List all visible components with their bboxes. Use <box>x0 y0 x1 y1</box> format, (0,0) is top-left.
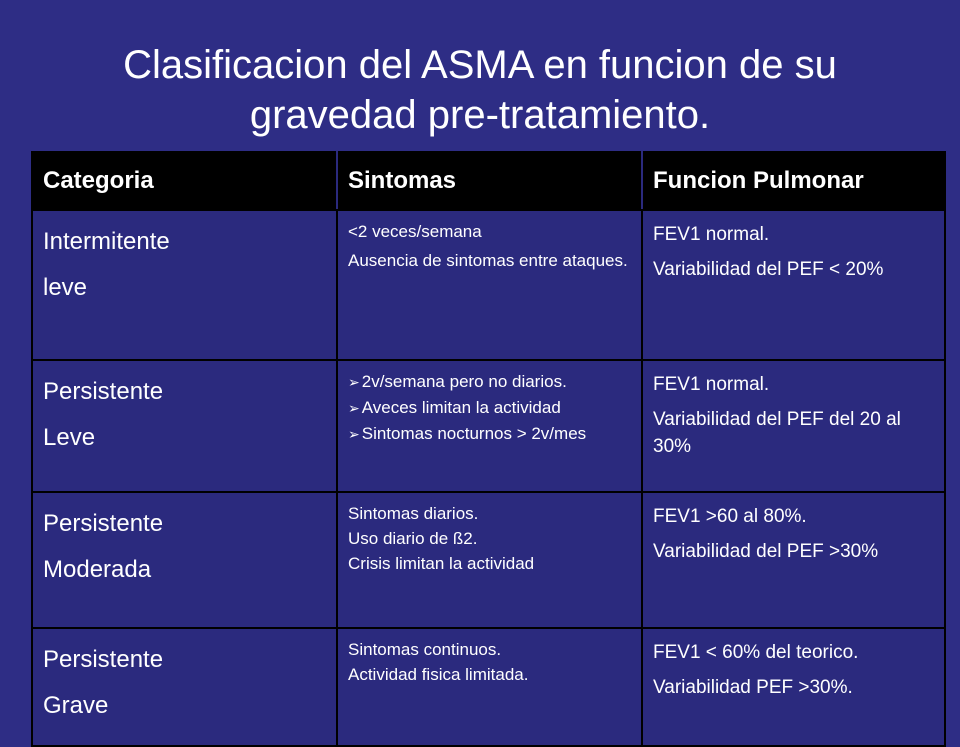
table-row <box>32 628 945 746</box>
categoria-cell <box>32 492 337 628</box>
funcion-item: Variabilidad del PEF del 20 al 30% <box>653 409 901 457</box>
header-sintomas: Sintomas <box>337 152 642 210</box>
arrow-bullet-icon: ➢ <box>348 400 360 416</box>
categoria-line: Grave <box>43 692 109 719</box>
funcion-cell <box>642 628 945 746</box>
slide-title-line-1: Clasificacion del ASMA en funcion de su <box>123 43 837 87</box>
sintomas-cell <box>337 492 642 628</box>
categoria-line: Moderada <box>43 556 152 583</box>
funcion-item: FEV1 >60 al 80%. <box>653 506 807 527</box>
slide-title <box>0 40 960 140</box>
categoria-cell <box>32 360 337 492</box>
sintoma-item: Crisis limitan la actividad <box>348 554 535 573</box>
sintomas-cell <box>337 628 642 746</box>
categoria-line: leve <box>43 274 88 301</box>
sintoma-item: Uso diario de ß2. <box>348 529 478 548</box>
categoria-line: Intermitente <box>43 228 170 255</box>
categoria-cell <box>32 210 337 360</box>
table-row <box>32 360 945 492</box>
arrow-bullet-icon: ➢ <box>348 426 360 442</box>
header-funcion-pulmonar: Funcion Pulmonar <box>642 152 945 210</box>
sintoma-item: Sintomas continuos. <box>348 640 502 659</box>
sintoma-item: Sintomas diarios. <box>348 504 479 523</box>
funcion-item: Variabilidad del PEF >30% <box>653 541 879 562</box>
sintomas-cell <box>337 210 642 360</box>
funcion-cell <box>642 210 945 360</box>
sintoma-item: Ausencia de sintomas entre ataques. <box>348 251 628 270</box>
table-row <box>32 492 945 628</box>
funcion-cell <box>642 360 945 492</box>
funcion-cell <box>642 492 945 628</box>
sintoma-item: ➢ Sintomas nocturnos > 2v/mes <box>348 424 587 443</box>
header-categoria: Categoria <box>32 152 337 210</box>
sintoma-item: Actividad fisica limitada. <box>348 665 529 684</box>
sintoma-item: <2 veces/semana <box>348 222 482 241</box>
funcion-item: FEV1 normal. <box>653 224 770 245</box>
sintomas-cell <box>337 360 642 492</box>
funcion-item: FEV1 < 60% del teorico. <box>653 642 859 663</box>
categoria-line: Persistente <box>43 646 164 673</box>
categoria-line: Persistente <box>43 510 164 537</box>
funcion-item: FEV1 normal. <box>653 374 770 395</box>
funcion-item: Variabilidad del PEF < 20% <box>653 259 884 280</box>
table-row <box>32 210 945 360</box>
funcion-item: Variabilidad PEF >30%. <box>653 677 853 698</box>
categoria-line: Leve <box>43 424 96 451</box>
asthma-classification-table <box>31 151 946 747</box>
sintoma-item: ➢ 2v/semana pero no diarios. <box>348 372 567 391</box>
sintoma-item: ➢ Aveces limitan la actividad <box>348 398 561 417</box>
arrow-bullet-icon: ➢ <box>348 374 360 390</box>
categoria-cell <box>32 628 337 746</box>
categoria-line: Persistente <box>43 378 164 405</box>
slide-title-line-2: gravedad pre-tratamiento. <box>249 93 711 137</box>
table-header-row <box>32 152 945 210</box>
